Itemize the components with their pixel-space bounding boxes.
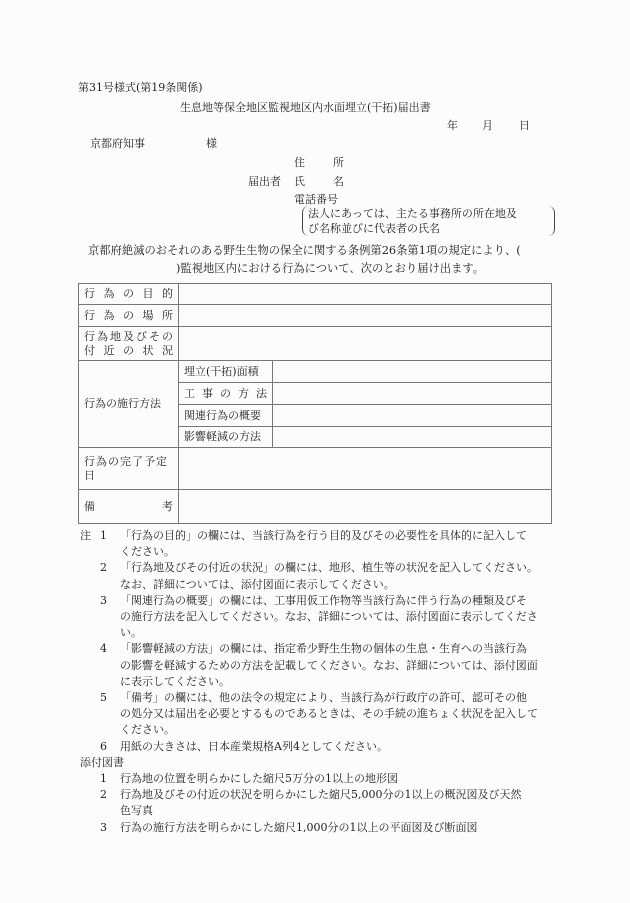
attachment-number: 3 [100, 820, 107, 834]
note-item [80, 593, 560, 642]
corporate-note-line1: 法人にあっては、主たる事務所の所在地及 [308, 207, 517, 220]
note-item [80, 560, 560, 592]
char: 目 [142, 287, 154, 300]
name-label-1: 氏 [294, 175, 305, 188]
area-label: 埋立(干拓)面積 [179, 361, 273, 383]
row-place [79, 305, 552, 327]
place-field[interactable] [179, 305, 552, 327]
row-site-status [79, 327, 552, 361]
note-line: の施行方法を記入してください。なお、詳細については、添付図面に表示してくださ [120, 610, 538, 624]
char: の [123, 308, 134, 322]
note-number: 1 [100, 529, 107, 542]
char: 備 [84, 499, 95, 513]
completion-label-line1: 行為の完了予定 [84, 454, 168, 468]
char: 法 [256, 386, 267, 400]
char: 為 [103, 308, 115, 322]
area-field[interactable] [273, 361, 552, 383]
char: 近 [103, 343, 115, 357]
address-label-1: 住 [294, 156, 305, 169]
char: の [123, 287, 134, 300]
name-label-2: 名 [333, 175, 344, 188]
corporate-note [302, 206, 555, 236]
attachment-text [120, 820, 560, 836]
attachment-item [80, 771, 560, 787]
date-year-label: 年 [447, 119, 458, 132]
note-number: 4 [100, 642, 107, 656]
note-number: 6 [100, 739, 107, 753]
attachment-item [80, 820, 560, 836]
attachment-line: 行為地及びその付近の状況を明らかにした縮尺5,000分の1以上の概況図及び天然 [120, 788, 522, 802]
applicant-label: 届出者 [248, 175, 281, 188]
attachment-text [120, 787, 560, 819]
attachment-number: 1 [100, 772, 107, 786]
char: び [136, 329, 147, 343]
char: 行 [84, 287, 95, 300]
notification-table [78, 283, 552, 524]
construction-label [179, 383, 273, 405]
attachment-line: 行為の施行方法を明らかにした縮尺1,000分の1以上の平面図及び断面図 [120, 820, 478, 834]
site-status-field[interactable] [179, 327, 552, 361]
note-number: 3 [100, 593, 107, 607]
name-label [294, 175, 344, 189]
attachment-number: 2 [100, 788, 107, 802]
note-text [120, 690, 560, 739]
note-line: 「影響軽減の方法」の欄には、指定希少野生生物の個体の生息・生育への当該行為 [120, 642, 527, 656]
form-title: 生息地等保全地区監視地区内水面埋立(干拓)届出書 [180, 101, 431, 114]
char: 況 [162, 343, 173, 357]
note-line: い。 [120, 626, 142, 640]
char: 地 [110, 329, 121, 343]
note-line: ください。 [120, 723, 175, 737]
form-number: 第31号様式(第19条関係) [78, 81, 203, 94]
char: 為 [97, 329, 108, 343]
note-line: の影響を軽減するための方法を記載してください。なお、詳細については、添付図面 [120, 658, 538, 672]
remarks-field[interactable] [179, 490, 552, 524]
note-text [120, 560, 560, 592]
char: の [162, 329, 173, 343]
notes-heading: 注 [80, 529, 91, 542]
date-day-label: 日 [519, 119, 530, 132]
note-item [80, 641, 560, 690]
attachment-item [80, 787, 560, 819]
addressee-honorific: 様 [206, 137, 217, 150]
char: 所 [162, 308, 173, 322]
attachments-heading: 添付図書 [80, 755, 124, 769]
completion-field[interactable] [179, 448, 552, 490]
remarks-label [79, 490, 179, 524]
addressee-name: 京都府知事 [90, 137, 145, 150]
note-item [80, 528, 560, 560]
note-text [120, 641, 560, 690]
char: 方 [238, 386, 249, 400]
purpose-field[interactable] [179, 284, 552, 305]
attachment-line: 行為地の位置を明らかにした縮尺5万分の1以上の地形図 [120, 772, 398, 786]
phone-label: 電話番号 [294, 193, 338, 206]
note-line: ください。 [120, 545, 175, 559]
note-line: 「行為地及びその付近の状況」の欄には、地形、植生等の状況を記入してください。 [120, 561, 538, 575]
char: 行 [84, 329, 95, 343]
char: 場 [142, 308, 154, 322]
completion-label-line2: 日 [84, 468, 95, 482]
note-line: に表示してください。 [120, 674, 230, 688]
mitigation-label: 影響軽減の方法 [179, 427, 273, 448]
char: 工 [184, 386, 195, 400]
address-label [294, 156, 344, 170]
note-item [80, 690, 560, 739]
address-label-2: 所 [333, 156, 344, 169]
attachment-text [120, 771, 560, 787]
place-label [79, 305, 179, 327]
row-method-area [79, 361, 552, 383]
char: 行 [84, 308, 95, 322]
char: 的 [162, 287, 173, 300]
char: 事 [202, 386, 213, 400]
row-purpose [79, 284, 552, 305]
note-item [80, 739, 560, 755]
method-label: 行為の施行方法 [79, 361, 179, 448]
notes-section [80, 528, 560, 836]
char: 状 [142, 343, 154, 357]
char: そ [149, 329, 160, 343]
note-text [120, 593, 560, 642]
char: 付 [84, 343, 95, 357]
row-remarks [79, 490, 552, 524]
statement-line2: )監視地区内における行為について、次のとおり届け出ます。 [176, 262, 485, 275]
char: 為 [103, 287, 115, 300]
row-completion [79, 448, 552, 490]
note-text [120, 528, 560, 560]
char: 及 [123, 329, 134, 343]
date-month-label: 月 [482, 119, 493, 132]
note-line: 「関連行為の概要」の欄には、工事用仮工作物等当該行為に伴う行為の種類及びそ [120, 593, 527, 607]
statement-line1: 京都府絶滅のおそれのある野生生物の保全に関する条例第26条第1項の規定により、( [88, 244, 521, 257]
related-field[interactable] [273, 405, 552, 427]
mitigation-field[interactable] [273, 427, 552, 448]
related-label: 関連行為の概要 [179, 405, 273, 427]
note-line: 「行為の目的」の欄には、当該行為を行う目的及びその必要性を具体的に記入して [120, 529, 527, 542]
char: の [220, 386, 231, 400]
note-number: 2 [100, 561, 107, 575]
site-status-label [79, 327, 179, 361]
note-line: の処分又は届出を必要とするものであるときは、その手続の進ちょく状況を記入して [120, 707, 538, 721]
char: の [123, 343, 134, 357]
note-line: 「備考」の欄には、他の法令の規定により、当該行為が行政庁の許可、認可その他 [120, 691, 527, 705]
corporate-note-line2: び名称並びに代表者の氏名 [308, 222, 440, 235]
note-number: 5 [100, 691, 107, 705]
note-line: 用紙の大きさは、日本産業規格A列4としてください。 [120, 739, 388, 753]
construction-field[interactable] [273, 383, 552, 405]
note-text [120, 739, 560, 755]
completion-label [79, 448, 179, 490]
note-line: なお、詳細については、添付図面に表示してください。 [120, 577, 395, 591]
attachment-line: 色写真 [120, 804, 153, 818]
purpose-label [79, 284, 179, 305]
char: 考 [162, 499, 173, 513]
